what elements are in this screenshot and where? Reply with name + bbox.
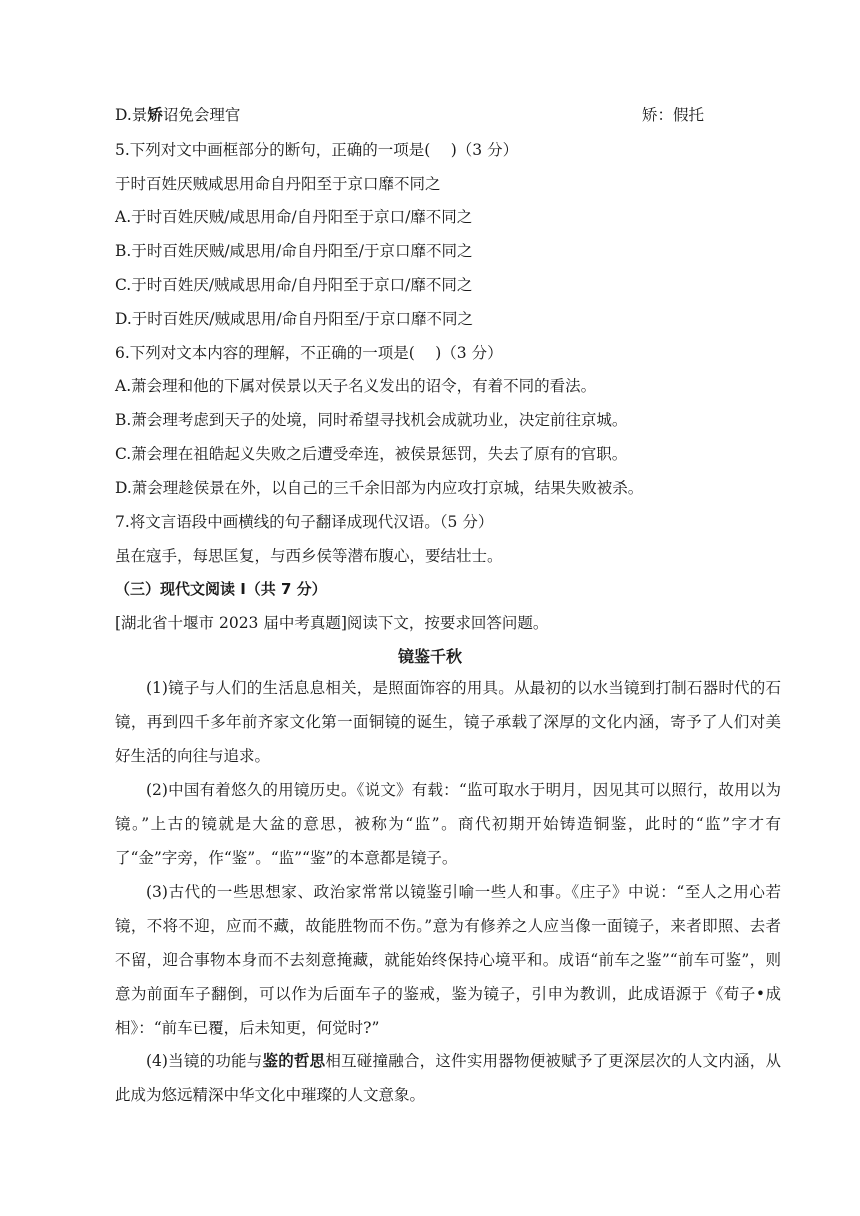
q7-sentence: 虽在寇手，每思匡复，与西乡侯等潜布腹心，要结壮士。 xyxy=(115,547,503,565)
q4-option-d xyxy=(115,104,781,126)
section3-heading: （三）现代文阅读 I（共 7 分） xyxy=(115,580,327,598)
article-paragraph-4-bold: 鉴的哲思 xyxy=(262,1051,326,1070)
q4-option-d-gloss: 矫：假托 xyxy=(642,106,705,124)
q6-option-a: A.萧会理和他的下属对侯景以天子名义发出的诏令，有着不同的看法。 xyxy=(115,377,597,395)
q4-option-d-suffix: 诏免会理官 xyxy=(162,106,241,124)
q6-stem: 6.下列对文本内容的理解，不正确的一项是( )（3 分） xyxy=(115,344,503,362)
section3-source: [湖北省十堰市 2023 届中考真题]阅读下文，按要求回答问题。 xyxy=(115,614,549,632)
q4-option-d-bold-char: 矫 xyxy=(147,105,163,124)
q6-option-b: B.萧会理考虑到天子的处境，同时希望寻找机会成就功业，决定前往京城。 xyxy=(115,411,628,429)
article-paragraph-3: (3)古代的一些思想家、政治家常常以镜鉴引喻一些人和事。《庄子》中说：“至人之用心若镜，不将不迎，应而不藏，故能胜物而不伤。”意为有修养之人应当像一面镜子，来者即照、去者不留，迎合事物本身而不去刻意掩藏，就能始终保持心境平和。成语“前车之鉴”“前车可鉴”，则意为前面车子翻倒，可以作为后面车子的鉴戒，鉴为镜子，引申为教训，此成语源于《荀子•成相》：“前车已覆，后未知更，何觉时?” xyxy=(115,883,781,1037)
q5-option-d: D.于时百姓厌/贼咸思用/命自丹阳至/于京口靡不同之 xyxy=(115,310,473,328)
article-paragraph-4-after: 相互碰撞融合，这件实用器物便被赋予了更深层次的人文内涵，从此成为悠远精深中华文化中璀璨的人文意象。 xyxy=(115,1052,781,1104)
article-paragraph-2: (2)中国有着悠久的用镜历史。《说文》有载：“监可取水于明月，因见其可以照行，故用以为镜。”上古的镜就是大盆的意思，被称为“监”。商代初期开始铸造铜鉴，此时的“监”字才有了“金”字旁，作“鉴”。“监”“鉴”的本意都是镜子。 xyxy=(115,781,781,867)
q6-option-d: D.萧会理趁侯景在外，以自己的三千余旧部为内应攻打京城，结果失败被杀。 xyxy=(115,479,644,497)
article-paragraph-1: (1)镜子与人们的生活息息相关，是照面饰容的用具。从最初的以水当镜到打制石器时代的石镜，再到四千多年前齐家文化第一面铜镜的诞生，镜子承载了深厚的文化内涵，寄予了人们对美好生活的向往与追求。 xyxy=(115,679,781,765)
q5-stem: 5.下列对文中画框部分的断句，正确的一项是( )（3 分） xyxy=(115,141,519,159)
q5-passage: 于时百姓厌贼咸思用命自丹阳至于京口靡不同之 xyxy=(115,175,441,193)
q5-option-c: C.于时百姓厌/贼咸思用命/自丹阳至于京口/靡不同之 xyxy=(115,276,473,294)
q4-option-d-prefix: D.景 xyxy=(115,106,148,124)
article-paragraph-4-before: (4)当镜的功能与 xyxy=(146,1052,263,1070)
q7-stem: 7.将文言语段中画横线的句子翻译成现代汉语。（5 分） xyxy=(115,513,494,531)
q5-option-a: A.于时百姓厌贼/咸思用命/自丹阳至于京口/靡不同之 xyxy=(115,208,473,226)
q5-option-b: B.于时百姓厌贼/咸思用/命自丹阳至/于京口靡不同之 xyxy=(115,242,473,260)
q6-option-c: C.萧会理在祖皓起义失败之后遭受牵连，被侯景惩罚，失去了原有的官职。 xyxy=(115,445,628,463)
article-paragraph-4 xyxy=(115,1044,781,1112)
article-title: 镜鉴千秋 xyxy=(397,647,462,666)
